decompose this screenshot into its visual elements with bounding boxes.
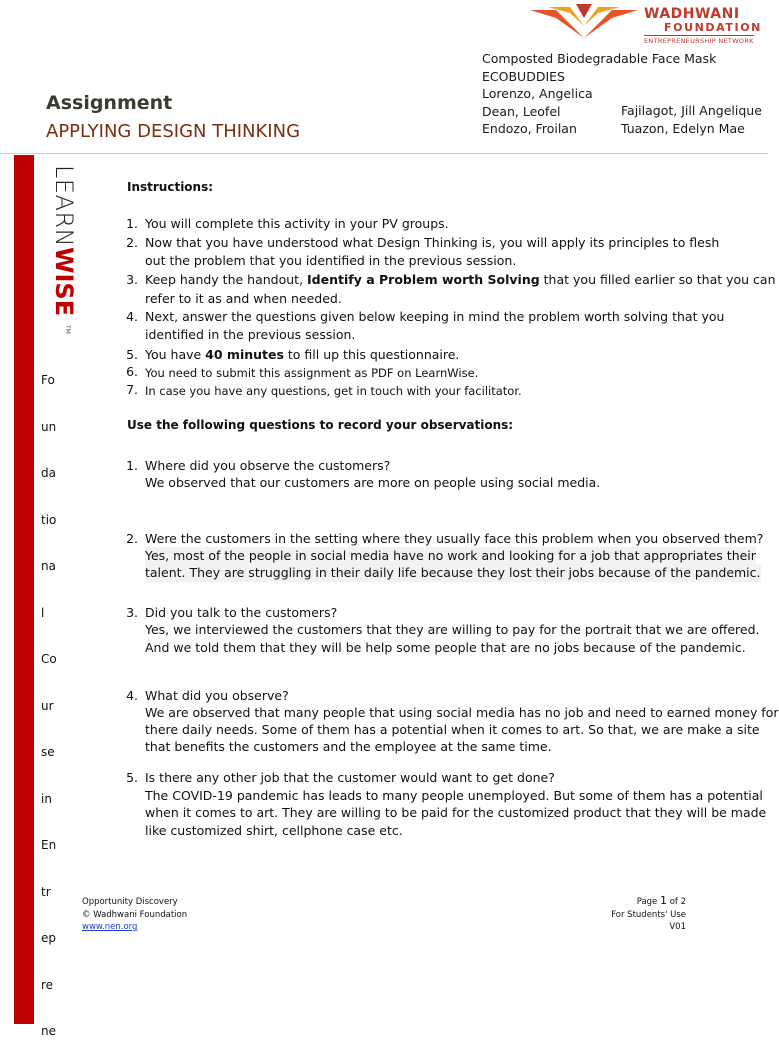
list-number: 7. bbox=[126, 382, 138, 397]
page-number: 1 bbox=[659, 894, 667, 907]
instructions-list bbox=[122, 215, 776, 398]
logo-tag: ENTREPRENEURSHIP NETWORK bbox=[644, 37, 754, 45]
list-number: 4. bbox=[126, 688, 138, 703]
question-text: Is there any other job that the customer would want to get done? bbox=[145, 770, 555, 785]
page-indicator bbox=[560, 895, 686, 909]
member-name: Dean, Leofel bbox=[482, 103, 561, 119]
instruction-text bbox=[145, 271, 776, 289]
vertical-fragment: tr bbox=[41, 884, 51, 899]
text-fragment: You have bbox=[145, 347, 206, 362]
vertical-fragment: se bbox=[41, 745, 55, 759]
list-number: 2. bbox=[126, 531, 138, 546]
questions-heading: Use the following questions to record your observations: bbox=[127, 418, 514, 432]
question-item bbox=[122, 457, 752, 497]
vertical-fragment: En bbox=[41, 838, 57, 852]
answer-text: Yes, most of the people in social media have no work and looking for a job that appropriates their bbox=[145, 548, 756, 563]
answer-text: talent. They are struggling in their daily life because they lost their jobs because of the pandemic. bbox=[145, 565, 761, 580]
question-item bbox=[122, 769, 767, 843]
bold-duration: 40 minutes bbox=[205, 347, 284, 362]
question-item bbox=[122, 530, 764, 586]
text-fragment: Keep handy the handout, bbox=[145, 272, 308, 287]
text-fragment: to fill up this questionnaire. bbox=[283, 347, 460, 362]
list-number: 3. bbox=[126, 605, 138, 620]
instruction-text: You will complete this activity in your PV groups. bbox=[145, 216, 449, 231]
list-number: 5. bbox=[126, 770, 138, 785]
footer-left bbox=[82, 896, 187, 934]
page-label: Page bbox=[636, 897, 658, 907]
project-title: Composted Biodegradable Face Mask bbox=[482, 51, 717, 66]
list-number: 3. bbox=[126, 272, 138, 287]
vertical-fragment: na bbox=[41, 559, 56, 573]
brand-tm: TM bbox=[64, 325, 71, 334]
team-name: ECOBUDDIES bbox=[482, 68, 565, 84]
list-number: 4. bbox=[126, 309, 138, 324]
answer-text: The COVID-19 pandemic has leads to many people unemployed. But some of them has a potential bbox=[145, 788, 763, 803]
answer-text: like customized shirt, cellphone case etc. bbox=[145, 823, 403, 838]
footer-link[interactable]: www.nen.org bbox=[82, 922, 138, 932]
footer-right bbox=[560, 895, 686, 934]
vertical-fragment: ne bbox=[41, 1024, 56, 1038]
question-item bbox=[122, 604, 760, 660]
member-name: Lorenzo, Angelica bbox=[482, 86, 593, 101]
footer-copyright: © Wadhwani Foundation bbox=[82, 909, 188, 920]
instruction-text: out the problem that you identified in the previous session. bbox=[145, 253, 517, 268]
instruction-text: Now that you have understood what Design Thinking is, you will apply its principles to flesh bbox=[145, 235, 720, 250]
brand-wise: WISE bbox=[50, 247, 78, 317]
text-fragment: that you filled earlier so that you can bbox=[539, 272, 776, 287]
footer-version: V01 bbox=[669, 922, 686, 932]
list-number: 6. bbox=[126, 364, 138, 379]
answer-text: that benefits the customers and the employee at the same time. bbox=[145, 739, 552, 754]
answer-text: when it comes to art. They are willing to be paid for the customized product that they will be made bbox=[145, 805, 767, 820]
member-name: Fajilagot, Jill Angelique bbox=[621, 103, 762, 118]
instruction-text: You need to submit this assignment as PDF on LearnWise. bbox=[145, 366, 479, 380]
assignment-subtitle: APPLYING DESIGN THINKING bbox=[46, 121, 301, 142]
vertical-fragment: un bbox=[41, 419, 57, 434]
red-margin-bar bbox=[14, 155, 34, 1024]
list-number: 1. bbox=[126, 216, 138, 231]
team-info-right bbox=[621, 102, 762, 137]
question-text: What did you observe? bbox=[145, 688, 289, 703]
vertical-fragment: ur bbox=[41, 698, 54, 713]
list-number: 2. bbox=[126, 235, 138, 250]
list-number: 1. bbox=[126, 458, 138, 473]
answer-text: Yes, we interviewed the customers that they are willing to pay for the portrait that we are offered. bbox=[145, 622, 760, 637]
footer-course: Opportunity Discovery bbox=[82, 897, 178, 907]
header-divider bbox=[0, 153, 768, 154]
vertical-course-text bbox=[41, 342, 57, 1055]
vertical-fragment: ep bbox=[41, 931, 56, 945]
answer-text: We observed that our customers are more on people using social media. bbox=[145, 475, 601, 490]
vertical-fragment: Co bbox=[41, 652, 57, 666]
page-of: of 2 bbox=[669, 897, 686, 907]
instruction-text: Next, answer the questions given below keeping in mind the problem worth solving that you bbox=[145, 309, 725, 324]
wadhwani-logo bbox=[530, 4, 762, 44]
instruction-text bbox=[145, 346, 459, 364]
bold-handout-name: Identify a Problem worth Solving bbox=[307, 272, 540, 287]
question-text: Were the customers in the setting where they usually face this problem when you observed them? bbox=[145, 531, 764, 546]
instruction-text: identified in the previous session. bbox=[145, 327, 356, 342]
footer-usage: For Students' Use bbox=[611, 909, 686, 920]
question-text: Did you talk to the customers? bbox=[145, 605, 338, 620]
assignment-title: Assignment bbox=[46, 92, 173, 114]
vertical-fragment: re bbox=[41, 977, 54, 992]
list-number: 5. bbox=[126, 347, 138, 362]
wadhwani-chevron-icon bbox=[530, 4, 638, 44]
logo-sub: FOUNDATION bbox=[664, 21, 762, 34]
member-name: Endozo, Froilan bbox=[482, 121, 577, 136]
vertical-fragment: da bbox=[41, 466, 56, 480]
instruction-text: In case you have any questions, get in touch with your facilitator. bbox=[145, 384, 522, 398]
vertical-fragment: l bbox=[41, 605, 45, 620]
question-item bbox=[122, 687, 779, 761]
vertical-fragment: Fo bbox=[41, 373, 55, 387]
question-text: Where did you observe the customers? bbox=[145, 458, 391, 473]
brand-learn: LEARN bbox=[50, 165, 78, 248]
logo-name: WADHWANI bbox=[644, 6, 740, 22]
answer-text: there daily needs. Some of them has a potential when it comes to art. So that, we are make a site bbox=[145, 722, 760, 737]
member-name: Tuazon, Edelyn Mae bbox=[621, 120, 745, 136]
vertical-fragment: in bbox=[41, 791, 52, 806]
instructions-heading: Instructions: bbox=[127, 180, 214, 194]
answer-text: We are observed that many people that using social media has no job and need to earned money for bbox=[145, 705, 779, 720]
learnwise-logo bbox=[34, 165, 78, 335]
instruction-text: refer to it as and when needed. bbox=[145, 291, 342, 306]
answer-text: And we told them that they will be help some people that are no jobs because of the pandemic. bbox=[145, 640, 746, 655]
vertical-fragment: tio bbox=[41, 512, 57, 527]
